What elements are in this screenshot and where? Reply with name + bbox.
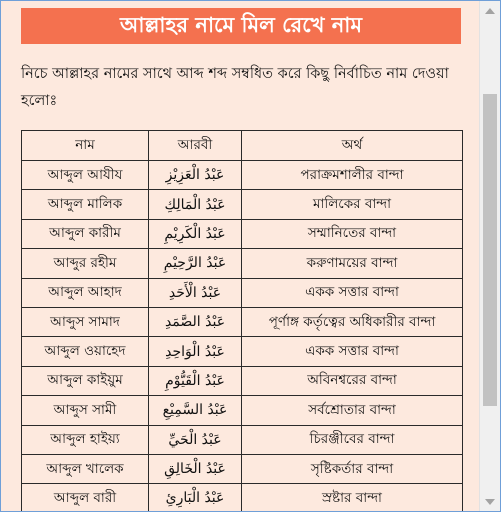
title-banner [21, 8, 461, 44]
header-arabic: আরবী [149, 131, 242, 161]
cell-arabic: عَبْدُ الصَّمَدِ [149, 307, 242, 336]
table-row [22, 219, 463, 248]
cell-name: আব্দুর রহীম [22, 249, 149, 278]
scrollbar-thumb[interactable] [483, 94, 497, 406]
cell-meaning: স্রষ্টার বান্দা [242, 484, 463, 511]
cell-name: আব্দুল কারীম [22, 219, 149, 248]
cell-arabic: عَبْدُ الْكَرِيْمِ [149, 219, 242, 248]
header-meaning: অর্থ [242, 131, 463, 161]
cell-arabic: عَبْدُ الْقَيُّوْمِ [149, 366, 242, 395]
content-area [1, 1, 479, 511]
vertical-scrollbar[interactable] [479, 1, 500, 511]
cell-meaning: অবিনশ্বরের বান্দা [242, 366, 463, 395]
page-title: আল্লাহর নামে মিল রেখে নাম [120, 12, 362, 37]
table-row [22, 484, 463, 511]
cell-meaning: একক সত্তার বান্দা [242, 337, 463, 366]
cell-meaning: সৃষ্টিকর্তার বান্দা [242, 454, 463, 483]
cell-name: আব্দুল খালেক [22, 454, 149, 483]
table-row [22, 396, 463, 425]
cell-name: আব্দুল আযীয [22, 161, 149, 190]
table-row [22, 337, 463, 366]
table-row [22, 190, 463, 219]
table-row [22, 278, 463, 307]
cell-arabic: عَبْدُ السَّمِيْعِ [149, 396, 242, 425]
table-row [22, 161, 463, 190]
cell-arabic: عَبْدُ الْخَالِقِ [149, 454, 242, 483]
cell-meaning: পরাক্রমশালীর বান্দা [242, 161, 463, 190]
cell-name: আব্দুল কাইয়ুম [22, 366, 149, 395]
cell-name: আব্দুস সামাদ [22, 307, 149, 336]
cell-arabic: عَبْدُ الْبَارِئِ [149, 484, 242, 511]
cell-meaning: মালিকের বান্দা [242, 190, 463, 219]
table-row [22, 366, 463, 395]
cell-arabic: عَبْدُ الْعَزِيْزِ [149, 161, 242, 190]
cell-name: আব্দুল বারী [22, 484, 149, 511]
cell-name: আব্দুস সামী [22, 396, 149, 425]
intro-paragraph: নিচে আল্লাহর নামের সাথে আব্দ শব্দ সম্বধিত করে কিছু নির্বাচিত নাম দেওয়া হলোঃ [21, 66, 449, 109]
scroll-down-arrow-icon[interactable] [485, 499, 495, 505]
cell-arabic: عَبْدُ الْوَاحِدِ [149, 337, 242, 366]
cell-arabic: عَبْدُ الْأَحَدِ [149, 278, 242, 307]
table-header-row [22, 131, 463, 161]
scroll-up-arrow-icon[interactable] [485, 8, 495, 14]
table-row [22, 249, 463, 278]
table-row [22, 425, 463, 454]
cell-meaning: করুণাময়ের বান্দা [242, 249, 463, 278]
cell-arabic: عَبْدُ الْمَالِكِ [149, 190, 242, 219]
cell-name: আব্দুল ওয়াহেদ [22, 337, 149, 366]
cell-meaning: সম্মানিতের বান্দা [242, 219, 463, 248]
header-name: নাম [22, 131, 149, 161]
cell-arabic: عَبْدُ الرَّحِيْمِ [149, 249, 242, 278]
cell-name: আব্দুল আহাদ [22, 278, 149, 307]
cell-name: আব্দুল মালিক [22, 190, 149, 219]
cell-meaning: চিরঞ্জীবের বান্দা [242, 425, 463, 454]
cell-meaning: একক সত্তার বান্দা [242, 278, 463, 307]
cell-meaning: পূর্ণাঙ্গ কর্তৃত্বের অধিকারীর বান্দা [242, 307, 463, 336]
table-row [22, 307, 463, 336]
cell-name: আব্দুল হাইয়্য [22, 425, 149, 454]
names-table [21, 130, 463, 511]
table-body [22, 161, 463, 512]
cell-arabic: عَبْدُ الْحَيِّ [149, 425, 242, 454]
table-row [22, 454, 463, 483]
cell-meaning: সর্বশ্রোতার বান্দা [242, 396, 463, 425]
